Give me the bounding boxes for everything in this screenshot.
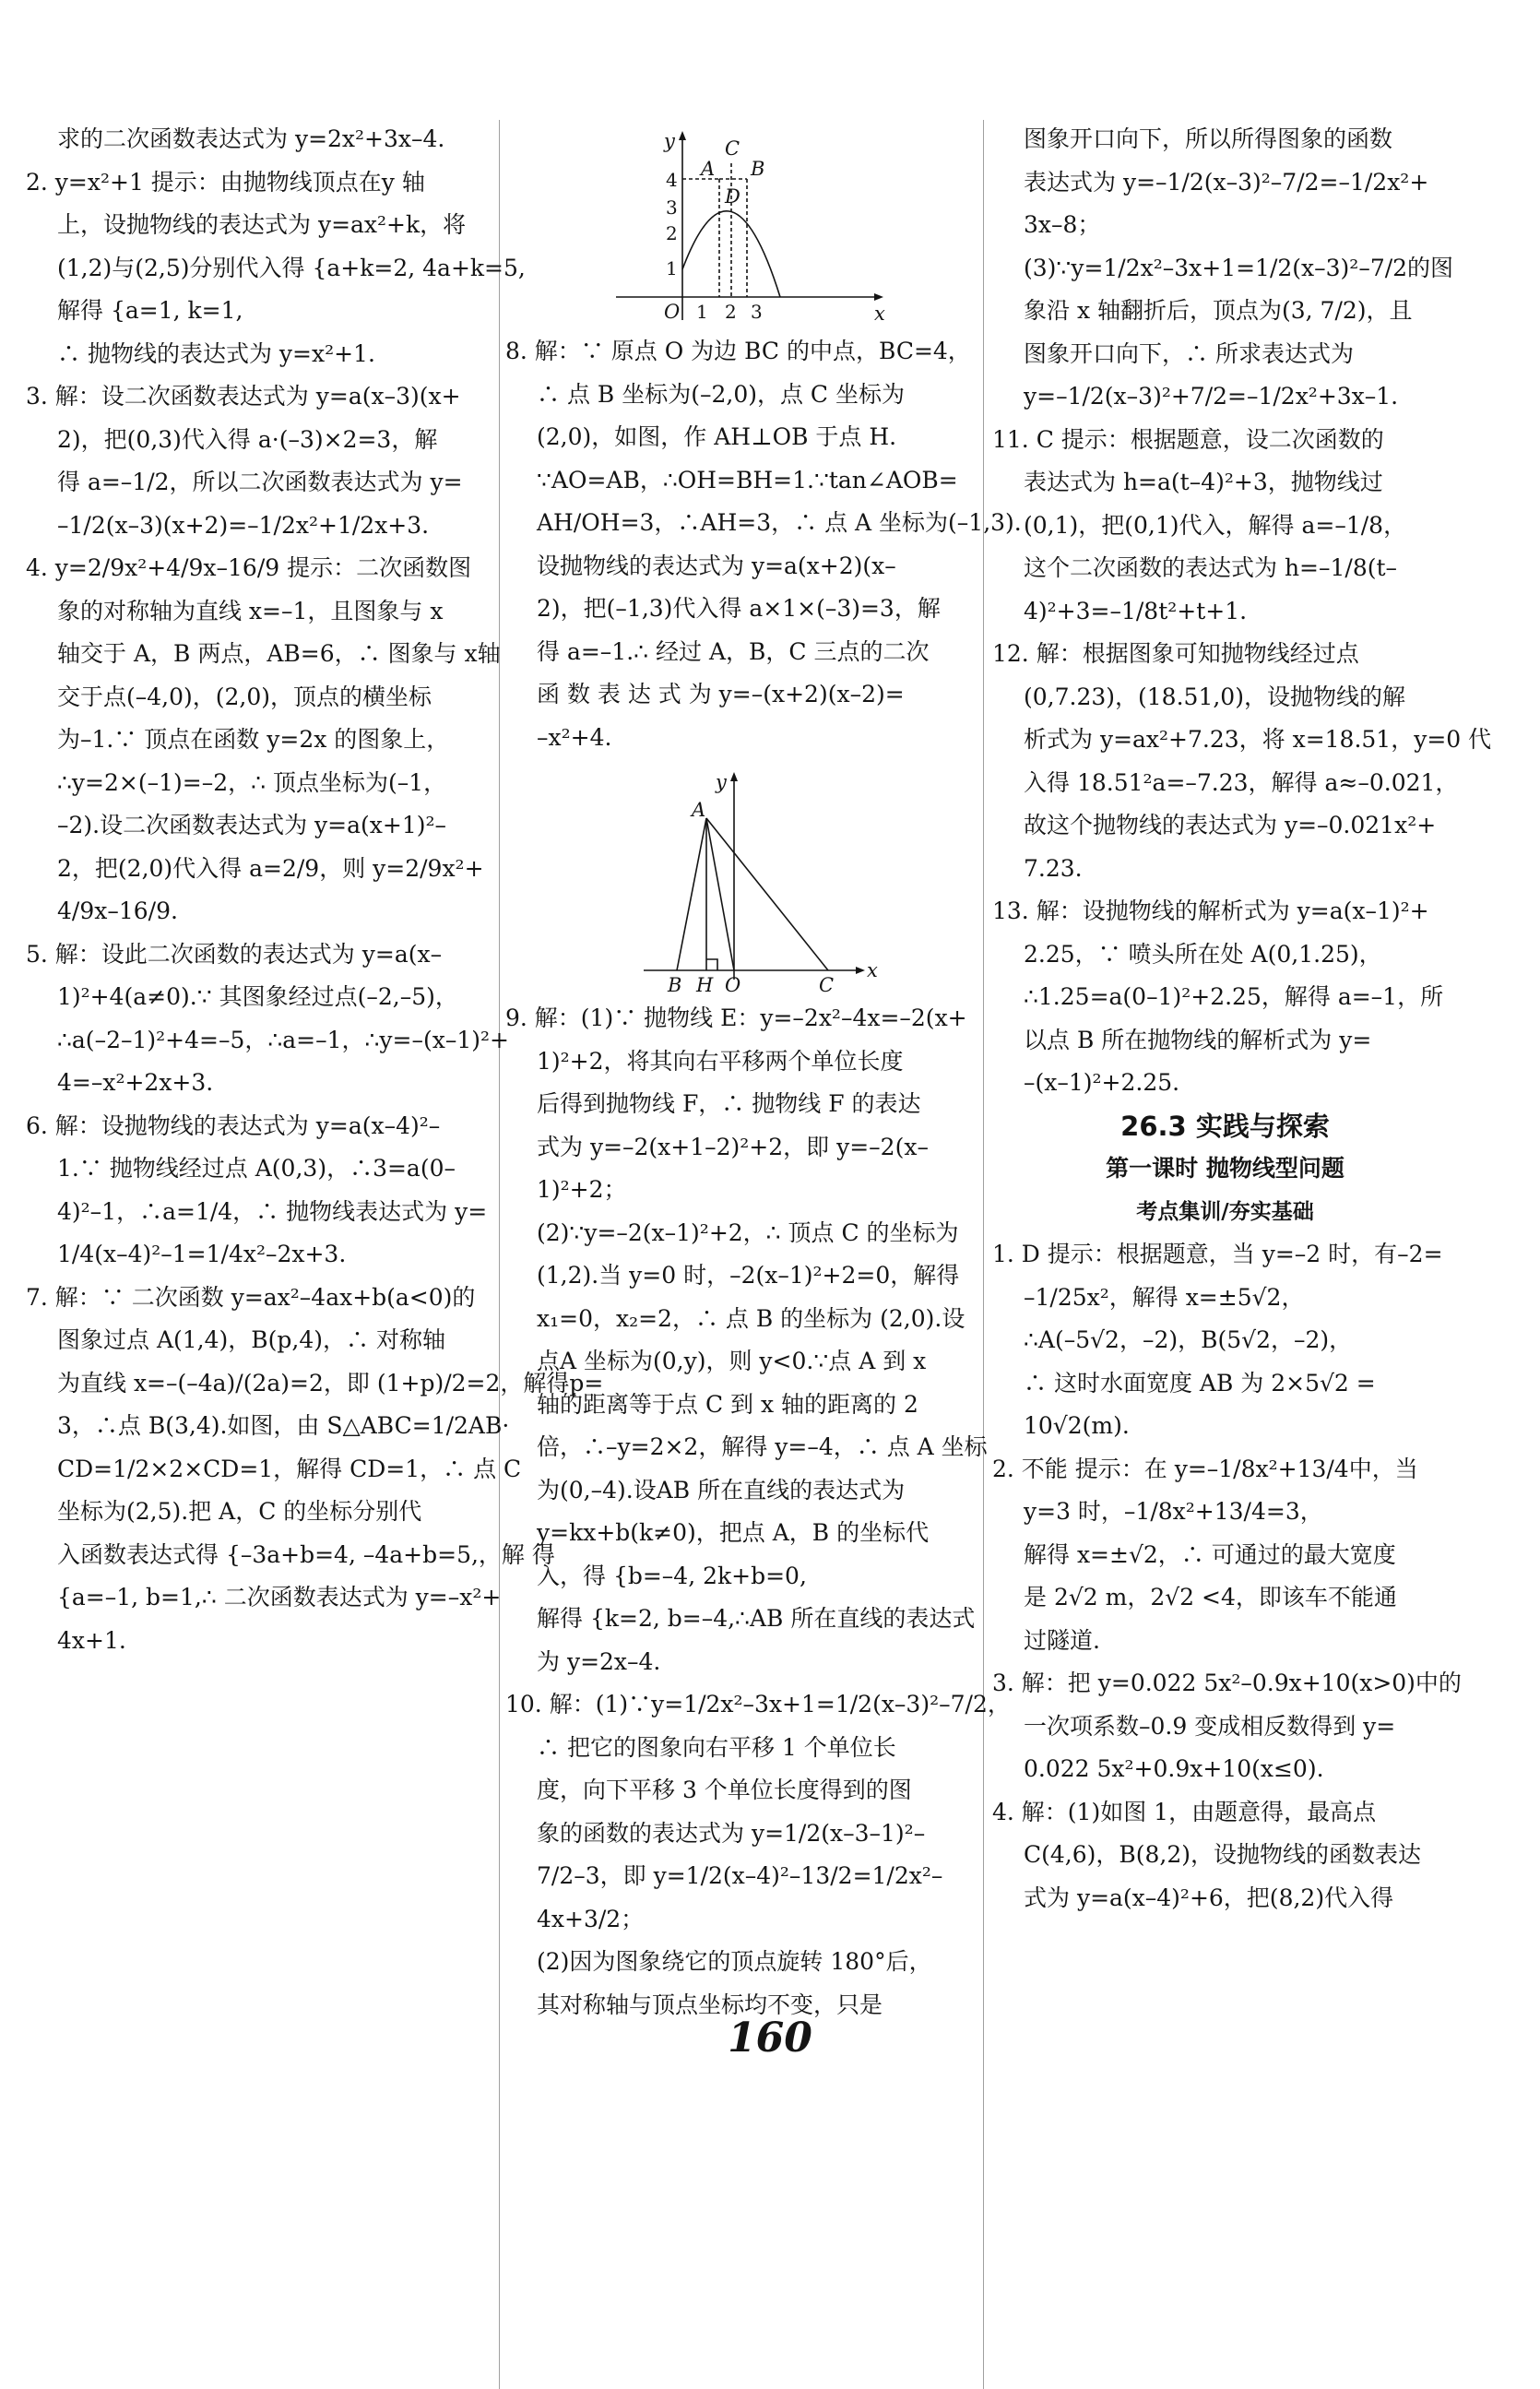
answer-7: 7. 解：∵ 二次函数 y=ax²–4ax+b(a<0)的: [26, 1283, 476, 1311]
page-number: 160: [728, 2015, 812, 2062]
fig2-point-h: H: [696, 974, 714, 993]
text-line: 3x–8；: [1024, 211, 1101, 238]
text-line: 1.∵ 抛物线经过点 A(0,3)，∴3=a(0–: [57, 1155, 456, 1182]
fig1-tick-y: 4: [666, 169, 678, 191]
text-line: 上，设抛物线的表达式为 y=ax²+k，将: [57, 211, 467, 238]
text-line: 点A 坐标为(0,y)，则 y<0.∵点 A 到 x: [537, 1348, 927, 1374]
text-line: 其对称轴与顶点坐标均不变，只是: [537, 1991, 883, 2018]
text-line: 7/2–3，即 y=1/2(x–4)²–13/2=1/2x²–: [537, 1862, 943, 1889]
text-line: 解得 x=±√2，∴ 可通过的最大宽度: [1024, 1540, 1396, 1568]
text-line: 入得 18.51²a=–7.23，解得 a≈–0.021，: [1024, 768, 1459, 796]
section-subtitle: 考点集训/夯实基础: [1136, 1199, 1314, 1224]
text-line: 2，把(2,0)代入得 a=2/9，则 y=2/9x²+: [57, 854, 484, 882]
fig1-point-b: B: [751, 158, 765, 180]
text-line: 图象过点 A(1,4)，B(p,4)，∴ 对称轴: [57, 1326, 445, 1353]
text-line: (0,1)，把(0,1)代入，解得 a=–1/8，: [1024, 511, 1407, 539]
text-line: ∴y=2×(–1)=–2，∴ 顶点坐标为(–1，: [57, 768, 447, 796]
text-line: 得 a=–1.∴ 经过 A，B，C 三点的二次: [537, 637, 930, 665]
text-line: 7.23.: [1024, 854, 1083, 882]
text-line: ∴ 点 B 坐标为(–2,0)，点 C 坐标为: [537, 380, 905, 408]
text-line: 度，向下平移 3 个单位长度得到的图: [537, 1777, 912, 1803]
answer-1: 1. D 提示：根据题意，当 y=–2 时，有–2=: [992, 1241, 1443, 1267]
fig2-point-a: A: [692, 799, 706, 821]
text-line: 坐标为(2,5).把 A，C 的坐标分别代: [57, 1498, 422, 1525]
text-line: 图象开口向下，∴ 所求表达式为: [1024, 339, 1354, 367]
text-line: 故这个抛物线的表达式为 y=–0.021x²+: [1024, 812, 1437, 838]
text-line: ∴A(–5√2，–2)，B(5√2，–2)，: [1024, 1326, 1353, 1353]
text-line: ∴ 把它的图象向右平移 1 个单位长: [537, 1733, 896, 1761]
fig1-point-a: A: [701, 158, 716, 180]
text-line: 象沿 x 轴翻折后，顶点为(3, 7/2)，且: [1024, 297, 1413, 324]
text-line: 3，∴点 B(3,4).如图，由 S△ABC=1/2AB·: [57, 1412, 510, 1439]
answer-3b: 3. 解：把 y=0.022 5x²–0.9x+10(x>0)中的: [992, 1670, 1462, 1696]
parabola-figure: [505, 122, 966, 327]
text-line: (2,0)，如图，作 AH⊥OB 于点 H.: [537, 423, 897, 450]
text-line: 4)²–1，∴a=1/4，∴ 抛物线表达式为 y=: [57, 1197, 488, 1225]
fig2-point-c: C: [819, 974, 835, 993]
text-line: 得 a=–1/2，所以二次函数表达式为 y=: [57, 469, 463, 495]
fig1-tick-x: 3: [751, 301, 763, 323]
fig2-side-ao: [706, 818, 734, 970]
text-line: ∴1.25=a(0–1)²+2.25，解得 a=–1，所: [1024, 983, 1444, 1010]
text-line: y=3 时，–1/8x²+13/4=3，: [1024, 1498, 1323, 1525]
text-line: 式为 y=a(x–4)²+6，把(8,2)代入得: [1024, 1884, 1394, 1911]
text-line: 10√2(m).: [1024, 1412, 1130, 1439]
text-line: 2.25，∵ 喷头所在处 A(0,1.25)，: [1024, 940, 1382, 968]
text-line: (2)因为图象绕它的顶点旋转 180°后，: [537, 1948, 932, 1975]
text-line: ∴ 这时水面宽度 AB 为 2×5√2 =: [1024, 1369, 1376, 1397]
text-line: 交于点(–4,0)，(2,0)，顶点的横坐标: [57, 683, 432, 710]
answer-5: 5. 解：设此二次函数的表达式为 y=a(x–: [26, 940, 443, 968]
answer-3: 3. 解：设二次函数表达式为 y=a(x–3)(x+: [26, 383, 461, 410]
text-line: 图象开口向下，所以所得图象的函数: [1024, 125, 1393, 152]
fig1-origin: O: [664, 301, 681, 323]
text-line: (2)∵y=–2(x–1)²+2，∴ 顶点 C 的坐标为: [537, 1218, 959, 1246]
text-line: 象的对称轴为直线 x=–1，且图象与 x: [57, 597, 444, 624]
text-line: 以点 B 所在抛物线的解析式为 y=: [1024, 1026, 1372, 1053]
fig2-side-ab: [677, 818, 706, 970]
text-line: 轴的距离等于点 C 到 x 轴的距离的 2: [537, 1390, 918, 1418]
text-line: ∵AO=AB，∴OH=BH=1.∵tan∠AOB=: [537, 466, 958, 493]
text-line: 4x+1.: [57, 1626, 126, 1654]
fig2-point-o: O: [725, 974, 741, 993]
text-line: 倍，∴–y=2×2，解得 y=–4，∴ 点 A 坐标: [537, 1433, 988, 1460]
answer-10: 10. 解：(1)∵y=1/2x²–3x+1=1/2(x–3)²–7/2，: [505, 1691, 1011, 1717]
text-line: y=kx+b(k≠0)，把点 A，B 的坐标代: [537, 1519, 930, 1546]
answer-12: 12. 解：根据图象可知抛物线经过点: [992, 640, 1359, 667]
answer-8: 8. 解：∵ 原点 O 为边 BC 的中点，BC=4，: [505, 338, 971, 364]
text-line: –1/2(x–3)(x+2)=–1/2x²+1/2x+3.: [57, 511, 430, 539]
text-line: AH/OH=3，∴AH=3，∴ 点 A 坐标为(–1,3).: [537, 509, 1022, 536]
text-line: x₁=0，x₂=2，∴ 点 B 的坐标为 (2,0).设: [537, 1304, 965, 1332]
text-line: ∴ 抛物线的表达式为 y=x²+1.: [57, 339, 375, 367]
fig1-y-label: y: [664, 130, 675, 152]
text-line: 式为 y=–2(x+1–2)²+2，即 y=–2(x–: [537, 1133, 929, 1160]
text-line: 表达式为 y=–1/2(x–3)²–7/2=–1/2x²+: [1024, 168, 1429, 196]
text-line: (1,2).当 y=0 时，–2(x–1)²+2=0，解得: [537, 1262, 960, 1289]
column-middle: [505, 118, 1022, 2026]
answer-4b: 4. 解：(1)如图 1，由题意得，最高点: [992, 1798, 1377, 1825]
fig1-tick-x: 1: [696, 301, 708, 323]
text-line: 过隧道.: [1024, 1626, 1100, 1654]
text-line: 入，得 {b=–4, 2k+b=0,: [537, 1562, 807, 1589]
fig1-tick-y: 3: [666, 196, 678, 219]
text-line: 为直线 x=–(–4a)/(2a)=2，即 (1+p)/2=2，解得p=: [57, 1369, 604, 1397]
text-line: 2)，把(0,3)代入得 a·(–3)×2=3，解: [57, 425, 438, 453]
text-line: 1)²+2；: [537, 1176, 627, 1203]
fig1-x-label: x: [874, 303, 885, 325]
text-line: 1/4(x–4)²–1=1/4x²–2x+3.: [57, 1241, 347, 1267]
text-line: ∴a(–2–1)²+4=–5，∴a=–1，∴y=–(x–1)²+: [57, 1026, 509, 1053]
fig1-point-c: C: [725, 137, 740, 160]
text-line: y=–1/2(x–3)²+7/2=–1/2x²+3x–1.: [1024, 383, 1399, 410]
text-line: –x²+4.: [537, 723, 612, 751]
fig1-point-d: D: [725, 185, 740, 208]
text-line: 求的二次函数表达式为 y=2x²+3x–4.: [57, 125, 445, 152]
fig2-point-b: B: [668, 974, 682, 993]
answer-6: 6. 解：设抛物线的表达式为 y=a(x–4)²–: [26, 1111, 441, 1139]
text-line: 为 y=2x–4.: [537, 1647, 661, 1675]
text-line: CD=1/2×2×CD=1，解得 CD=1，∴ 点 C: [57, 1455, 522, 1482]
text-line: 是 2√2 m，2√2 <4，即该车不能通: [1024, 1584, 1397, 1610]
fig1-tick-y: 2: [666, 222, 678, 244]
text-line: 这个二次函数的表达式为 h=–1/8(t–: [1024, 554, 1398, 581]
answer-2b: 2. 不能 提示：在 y=–1/8x²+13/4中，当: [992, 1455, 1418, 1482]
text-line: (3)∵y=1/2x²–3x+1=1/2(x–3)²–7/2的图: [1024, 254, 1454, 281]
text-line: –1/25x²，解得 x=±5√2，: [1024, 1283, 1305, 1311]
text-line: 轴交于 A，B 两点，AB=6，∴ 图象与 x轴: [57, 640, 501, 667]
text-line: (0,7.23)，(18.51,0)，设抛物线的解: [1024, 683, 1405, 710]
text-line: 设抛物线的表达式为 y=a(x+2)(x–: [537, 552, 896, 579]
text-line: 析式为 y=ax²+7.23，将 x=18.51，y=0 代: [1024, 726, 1492, 753]
fig1-tick-x: 2: [725, 301, 737, 323]
fig2-y-label: y: [716, 771, 727, 793]
text-line: 为–1.∵ 顶点在函数 y=2x 的图象上，: [57, 726, 450, 753]
answer-13: 13. 解：设抛物线的解析式为 y=a(x–1)²+: [992, 897, 1429, 924]
text-line: 象的函数的表达式为 y=1/2(x–3–1)²–: [537, 1819, 926, 1847]
text-line: 4x+3/2；: [537, 1905, 645, 1932]
text-line: –2).设二次函数表达式为 y=a(x+1)²–: [57, 812, 447, 838]
text-line: C(4,6)，B(8,2)，设抛物线的函数表达: [1024, 1841, 1422, 1868]
text-line: –(x–1)²+2.25.: [1024, 1069, 1180, 1096]
text-line: 4)²+3=–1/8t²+t+1.: [1024, 597, 1248, 624]
answer-11: 11. C 提示：根据题意，设二次函数的: [992, 425, 1384, 453]
answer-9: 9. 解：(1)∵ 抛物线 E：y=–2x²–4x=–2(x+: [505, 1004, 967, 1031]
text-line: 4=–x²+2x+3.: [57, 1069, 214, 1096]
fig2-x-label: x: [867, 959, 878, 981]
text-line: 解得 {k=2, b=–4,∴AB 所在直线的表达式: [537, 1605, 976, 1632]
text-line: 解得 {a=1, k=1,: [57, 297, 243, 324]
text-line: 2)，把(–1,3)代入得 a×1×(–3)=3，解: [537, 595, 941, 622]
text-line: (1,2)与(2,5)分别代入得 {a+k=2, 4a+k=5,: [57, 254, 526, 281]
text-line: 1)²+2，将其向右平移两个单位长度: [537, 1047, 904, 1075]
text-line: {a=–1, b=1,∴ 二次函数表达式为 y=–x²+: [57, 1584, 502, 1610]
fig1-tick-y: 1: [666, 257, 678, 279]
text-line: 表达式为 h=a(t–4)²+3，抛物线过: [1024, 469, 1383, 495]
text-line: 函 数 表 达 式 为 y=–(x+2)(x–2)=: [537, 681, 905, 707]
text-line: 为(0,–4).设AB 所在直线的表达式为: [537, 1476, 906, 1504]
fig2-side-ac: [706, 818, 828, 970]
triangle-figure: [505, 763, 966, 993]
text-line: 后得到抛物线 F，∴ 抛物线 F 的表达: [537, 1090, 921, 1117]
column-left: [26, 118, 604, 1662]
text-line: 入函数表达式得 {–3a+b=4, –4a+b=5,，解 得: [57, 1540, 555, 1568]
column-right: [992, 118, 1492, 1920]
answer-2: 2. y=x²+1 提示：由抛物线顶点在y 轴: [26, 168, 425, 196]
text-line: 1)²+4(a≠0).∵ 其图象经过点(–2,–5)，: [57, 983, 458, 1010]
lesson-title: 第一课时 抛物线型问题: [1106, 1155, 1345, 1182]
section-title: 26.3 实践与探索: [1120, 1110, 1330, 1142]
text-line: 0.022 5x²+0.9x+10(x≤0).: [1024, 1755, 1324, 1782]
text-line: 一次项系数–0.9 变成相反数得到 y=: [1024, 1712, 1396, 1740]
answer-4: 4. y=2/9x²+4/9x–16/9 提示：二次函数图: [26, 554, 472, 581]
text-line: 4/9x–16/9.: [57, 897, 178, 924]
